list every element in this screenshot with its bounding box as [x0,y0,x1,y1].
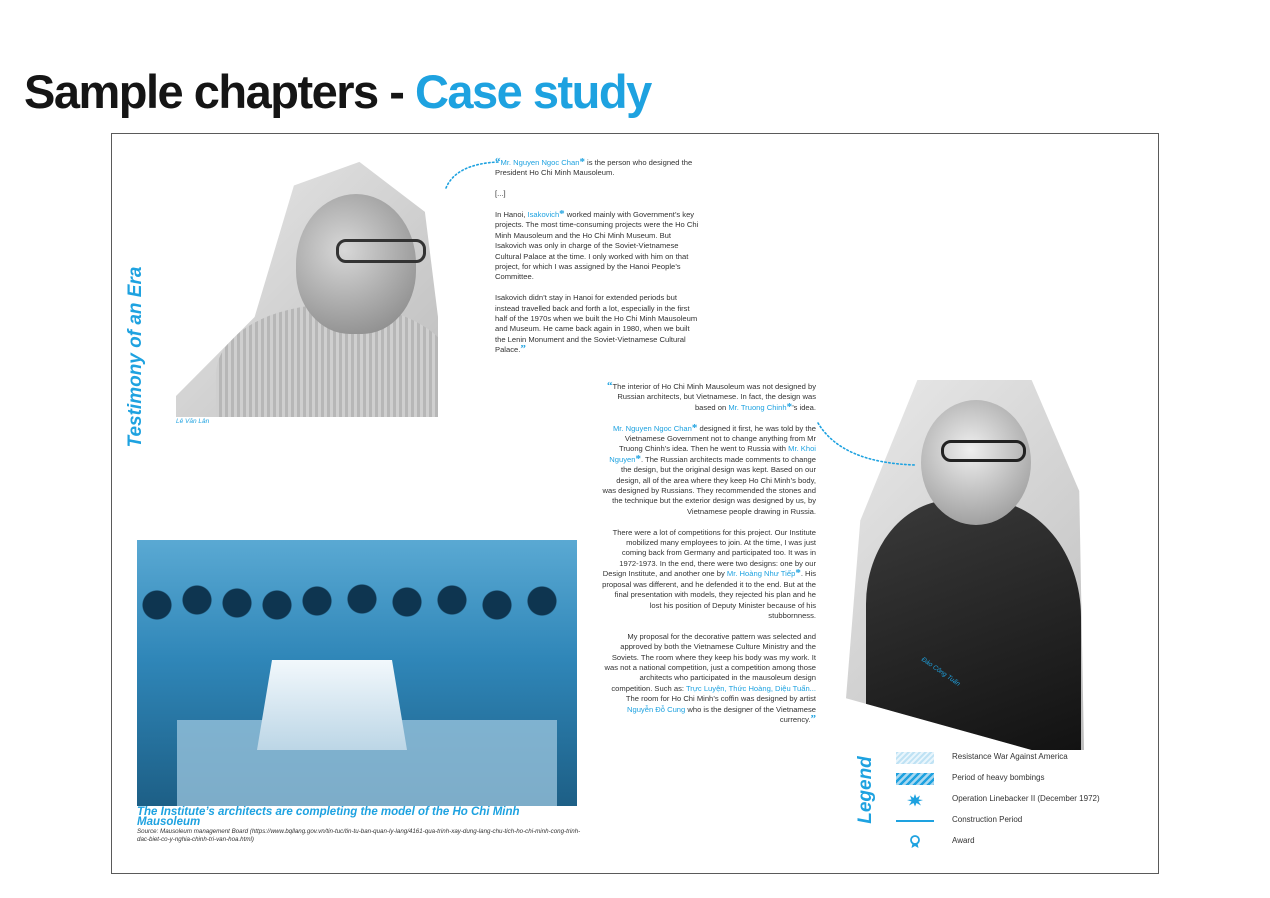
close-quote-icon: ” [520,343,526,356]
asterisk-icon: * [786,400,793,413]
asterisk-icon: * [691,421,698,434]
quote2-p2-mid: designed it first, he was told by the Vietnamese Government not to change anything from Mr Truong Chinh’s idea. Then he went to Russia with [619,423,816,454]
architects-group [137,575,577,665]
asterisk-icon: * [795,567,801,580]
legend-item-award [896,835,1159,853]
mausoleum-model [257,660,407,750]
close-quote-icon: ” [810,712,816,725]
portrait-1-head [296,194,416,334]
portrait-photo-1 [176,154,438,417]
portrait-2-glasses [941,440,1026,462]
legend-item-construction [896,814,1159,832]
asterisk-icon: * [635,452,641,465]
legend-label: Operation Linebacker II (December 1972) [952,794,1100,803]
quote1-name-chan: Mr. Nguyen Ngoc Chan [500,158,580,167]
quote2-names-architects: Trực Luyện, Thức Hoàng, Diệu Tuấn... [685,683,816,693]
photo-2-caption: Đào Công Tuấn [919,656,962,688]
open-quote-icon: “ [495,156,501,168]
quote2-p1-end: ’s idea. [792,402,816,412]
legend-item-linebacker [896,793,1159,811]
quote1-intro: is the person who designed the President Ho Chi Minh Mausoleum. [495,158,693,178]
quote2-name-khoi: Mr. Khoi Nguyen [609,444,816,464]
quote1-p2-rest: worked mainly with Government’s key projects. The most time-consuming projects were the Ho Chi Minh Mausoleum and the Ho Chi Minh Museum. But Isakovich was only in charge of the Soviet-Vietnamese Cultural Palace at the time. I only worked with him on that project, for which I was assigned by the Hanoi People’s Committee. [495,210,699,282]
photo-3-caption: The Institute’s architects are completing the model of the Ho Chi Minh Mausoleum [137,806,520,828]
quote2-p2-end: . The Russian architects made comments to change the design, but the original design was kept. Based on our design, all of the area where they keep Ho Chi Minh’s body, was designed by Russians. They recommended the stones and the technique but the exterior design was designed by us, by Vietnamese people drawing in Russia. [602,454,816,516]
portrait-2-body [866,500,1081,750]
legend-item-resistance-war [896,751,1159,769]
legend-label: Construction Period [952,815,1023,824]
page-title-main: Sample chapters - [24,65,415,118]
quote2-name-chan: Mr. Nguyen Ngoc Chan [612,423,692,433]
dark-hatch-swatch [896,773,934,785]
quote2-name-truong-chinh: Mr. Truong Chinh [728,402,787,412]
explosion-icon [896,794,934,806]
photo-3-source: Source: Mausoleum management Board (https://www.bqllang.gov.vn/tin-tuc/tin-tu-ban-quan-ly-lang/4161-qua-trinh-xay-dung-lang-chu-tich-ho-chi-minh-cong-trinh-dac-biet-co-y-nghia-chinh-tri-van-hoa.html) [137,828,581,843]
light-hatch-swatch [896,752,934,764]
connector-dots-1 [442,154,502,194]
legend-label: Period of heavy bombings [952,773,1045,782]
quote2-p4-mid: The room for Ho Chi Minh’s coffin was designed by artist [625,694,816,704]
portrait-2-head [921,400,1031,525]
quote2-p4-start: My proposal for the decorative pattern was selected and approved by both the Vietnamese Culture Ministry and the Soviets. The room where they keep his body was my work. It was not a national competition, just a competition among those architects who participated in the mausoleum design competition. Such as: [604,631,816,693]
quote-block-1 [495,158,700,366]
quote2-p3-start: There were a lot of competitions for this project. Our Institute mobilized many employees to join. At the time, I was just coming back from Germany and participated too. It was in 1972-1973. In the end, there were two designs: one by our Design Institute, and another one by [602,527,816,579]
asterisk-icon: * [559,208,565,220]
quote1-p3: Isakovich didn’t stay in Hanoi for extended periods but instead travelled back and forth a lot, especially in the first half of the 1970s when we built the Ho Chi Minh Mausoleum and Museum. He came back again in 1980, when we built the Lenin Monument and the Soviet-Vietnamese Cultural Palace. [495,293,698,355]
quote2-p3-end: . His proposal was different, and he defended it to the end. But at the final presentation with models, they rejected his plan and he lost his position of Deputy Minister because of his stubbornness. [602,569,816,620]
award-icon [896,836,934,848]
quote2-name-cung: Nguyễn Đỗ Cung [627,704,686,714]
quote1-ellipsis: [...] [495,189,506,199]
photo-1-caption: Lê Văn Lân [176,418,210,425]
quote2-p1-start: The interior of Ho Chi Minh Mausoleum was not designed by Russian architects, but Vietnamese. In fact, the design was based on [612,382,816,412]
page-title-accent: Case study [414,65,651,118]
quote1-name-isakovich: Isakovich [527,210,560,219]
legend-label: Resistance War Against America [952,752,1068,761]
model-group-photo [137,540,577,806]
legend-item-heavy-bombings [896,772,1159,790]
portrait-1-glasses [336,239,426,263]
book-spread [111,133,1159,874]
page-title [24,64,651,119]
section-title: Testimony of an Era [125,266,146,448]
legend-label: Award [952,836,975,845]
quote-block-2 [602,382,816,736]
legend-title: Legend [855,756,876,824]
connector-dots-2 [812,419,922,474]
quote2-p4-end: who is the designer of the Vietnamese currency. [685,704,816,724]
quote2-name-tiep: Mr. Hoàng Như Tiếp [726,569,796,579]
asterisk-icon: * [579,156,585,168]
line-swatch [896,820,934,822]
open-quote-icon: “ [607,380,613,392]
quote1-p2-start: In Hanoi, [495,210,528,219]
